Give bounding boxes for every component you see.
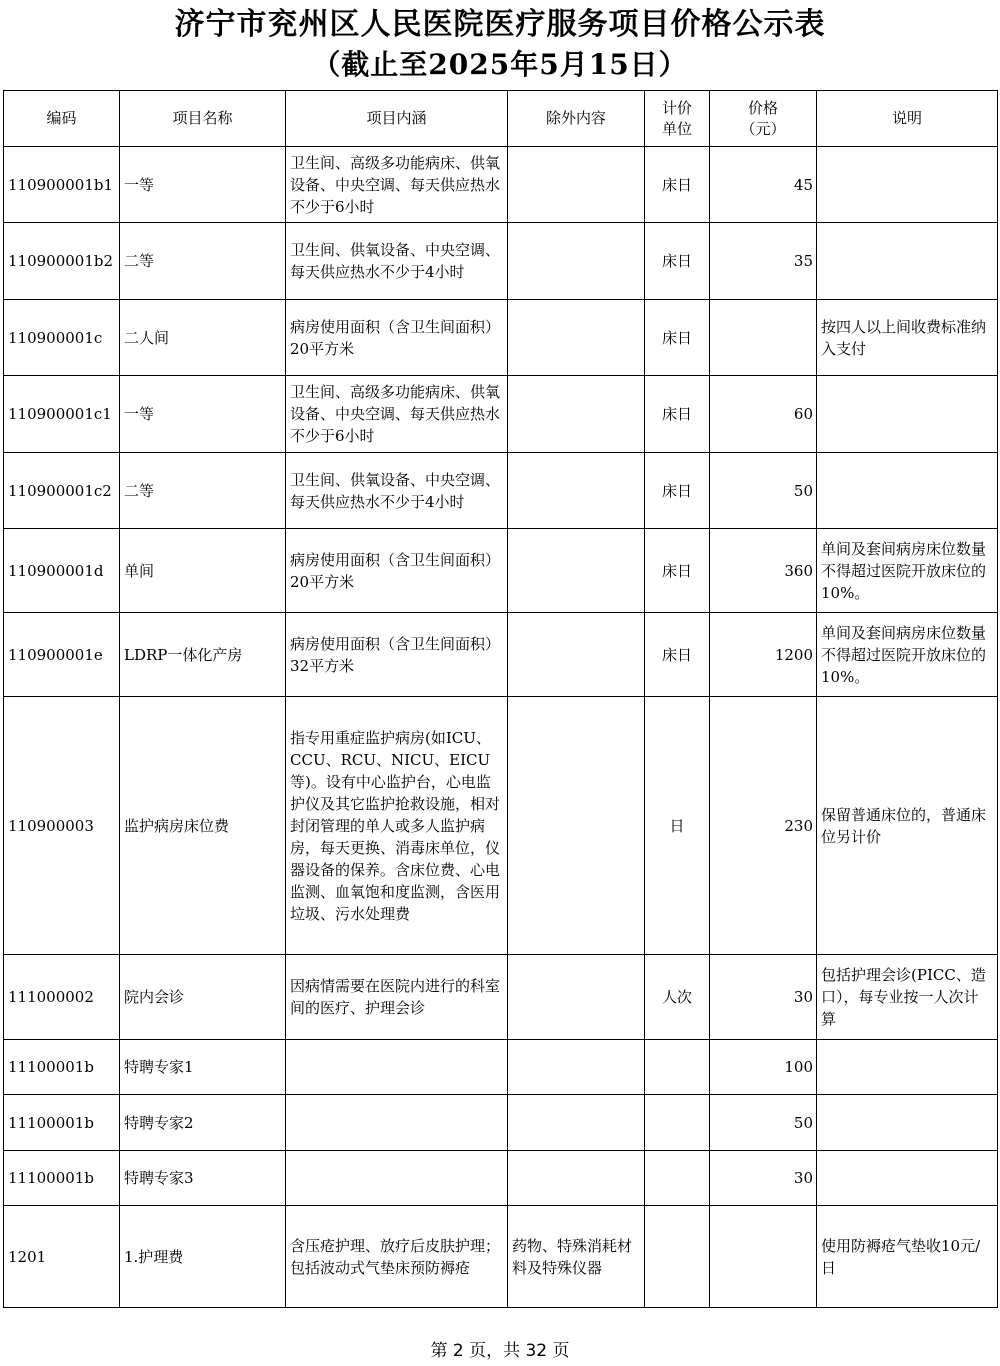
cell-unit: 床日 — [645, 300, 710, 376]
table-row — [4, 955, 998, 1040]
cell-name: LDRP一体化产房 — [120, 613, 286, 697]
cell-unit — [645, 1151, 710, 1206]
cell-note: 单间及套间病房床位数量不得超过医院开放床位的10%。 — [817, 529, 998, 613]
page-footer: 第 2 页，共 32 页 — [430, 1341, 570, 1361]
header-exclusions: 除外内容 — [508, 91, 645, 147]
table-row — [4, 453, 998, 529]
cell-code: 110900001c1 — [4, 376, 120, 453]
table-row — [4, 1206, 998, 1308]
cell-name: 1.护理费 — [120, 1206, 286, 1308]
cell-name: 院内会诊 — [120, 955, 286, 1040]
header-price: 价格 （元） — [710, 91, 817, 147]
cell-content: 卫生间、供氧设备、中央空调、每天供应热水不少于4小时 — [286, 453, 508, 529]
cell-note — [817, 1095, 998, 1151]
cell-exclusions — [508, 1040, 645, 1095]
cell-note — [817, 223, 998, 300]
cell-content: 卫生间、高级多功能病床、供氧设备、中央空调、每天供应热水不少于6小时 — [286, 376, 508, 453]
table-row — [4, 529, 998, 613]
cell-code: 110900001b1 — [4, 147, 120, 223]
table-row — [4, 697, 998, 955]
cell-price: 60 — [710, 376, 817, 453]
cell-note: 单间及套间病房床位数量不得超过医院开放床位的10%。 — [817, 613, 998, 697]
table-row — [4, 223, 998, 300]
cell-code: 110900001c2 — [4, 453, 120, 529]
cell-price: 360 — [710, 529, 817, 613]
cell-content: 指专用重症监护病房(如ICU、CCU、RCU、NICU、EICU等)。设有中心监护台，心电监护仪及其它监护抢救设施，相对封闭管理的单人或多人监护病房，每天更换、消毒床单位，仪器设备的保养。含床位费、心电监测、血氧饱和度监测，含医用垃圾、污水处理费 — [286, 697, 508, 955]
cell-name: 单间 — [120, 529, 286, 613]
cell-note — [817, 453, 998, 529]
cell-name: 监护病房床位费 — [120, 697, 286, 955]
price-table — [3, 90, 998, 1308]
cell-note: 保留普通床位的，普通床位另计价 — [817, 697, 998, 955]
cell-exclusions: 药物、特殊消耗材料及特殊仪器 — [508, 1206, 645, 1308]
cell-code: 11100001b — [4, 1095, 120, 1151]
cell-name: 一等 — [120, 376, 286, 453]
cell-content: 病房使用面积（含卫生间面积）32平方米 — [286, 613, 508, 697]
cell-name: 特聘专家2 — [120, 1095, 286, 1151]
cell-unit: 床日 — [645, 376, 710, 453]
cell-content — [286, 1095, 508, 1151]
header-note: 说明 — [817, 91, 998, 147]
header-name: 项目名称 — [120, 91, 286, 147]
cell-code: 111000002 — [4, 955, 120, 1040]
table-row — [4, 1095, 998, 1151]
cell-note: 使用防褥疮气垫收10元/日 — [817, 1206, 998, 1308]
table-header-row — [4, 91, 998, 147]
cell-code: 11100001b — [4, 1040, 120, 1095]
cell-name: 特聘专家1 — [120, 1040, 286, 1095]
cell-exclusions — [508, 147, 645, 223]
cell-exclusions — [508, 1151, 645, 1206]
cell-unit: 日 — [645, 697, 710, 955]
table-row — [4, 147, 998, 223]
cell-price: 50 — [710, 1095, 817, 1151]
cell-exclusions — [508, 300, 645, 376]
cell-price: 230 — [710, 697, 817, 955]
cell-price — [710, 300, 817, 376]
cell-price: 50 — [710, 453, 817, 529]
cell-name: 二等 — [120, 223, 286, 300]
page-subtitle: （截止至2025年5月15日） — [312, 48, 688, 81]
cell-unit: 床日 — [645, 453, 710, 529]
cell-unit: 人次 — [645, 955, 710, 1040]
cell-content — [286, 1040, 508, 1095]
table-body — [4, 147, 998, 1308]
cell-code: 110900001d — [4, 529, 120, 613]
cell-note: 按四人以上间收费标准纳入支付 — [817, 300, 998, 376]
cell-name: 二人间 — [120, 300, 286, 376]
cell-price — [710, 1206, 817, 1308]
cell-unit — [645, 1206, 710, 1308]
cell-code: 11100001b — [4, 1151, 120, 1206]
header-content: 项目内涵 — [286, 91, 508, 147]
table-row — [4, 613, 998, 697]
cell-unit: 床日 — [645, 147, 710, 223]
cell-note — [817, 1151, 998, 1206]
cell-content — [286, 1151, 508, 1206]
cell-exclusions — [508, 223, 645, 300]
cell-exclusions — [508, 1095, 645, 1151]
cell-code: 110900001e — [4, 613, 120, 697]
cell-note: 包括护理会诊(PICC、造口），每专业按一人次计算 — [817, 955, 998, 1040]
cell-unit: 床日 — [645, 529, 710, 613]
cell-content: 含压疮护理、放疗后皮肤护理；包括波动式气垫床预防褥疮 — [286, 1206, 508, 1308]
table-row — [4, 300, 998, 376]
cell-name: 一等 — [120, 147, 286, 223]
cell-content: 卫生间、供氧设备、中央空调、每天供应热水不少于4小时 — [286, 223, 508, 300]
cell-name: 二等 — [120, 453, 286, 529]
cell-exclusions — [508, 529, 645, 613]
cell-code: 110900001b2 — [4, 223, 120, 300]
cell-code: 110900001c — [4, 300, 120, 376]
cell-note — [817, 376, 998, 453]
header-unit: 计价 单位 — [645, 91, 710, 147]
cell-unit: 床日 — [645, 613, 710, 697]
cell-note — [817, 1040, 998, 1095]
cell-price: 30 — [710, 1151, 817, 1206]
table-row — [4, 1040, 998, 1095]
cell-unit — [645, 1095, 710, 1151]
cell-exclusions — [508, 955, 645, 1040]
cell-price: 45 — [710, 147, 817, 223]
cell-exclusions — [508, 613, 645, 697]
cell-content: 病房使用面积（含卫生间面积）20平方米 — [286, 529, 508, 613]
cell-price: 30 — [710, 955, 817, 1040]
cell-price: 100 — [710, 1040, 817, 1095]
table-row — [4, 376, 998, 453]
table-row — [4, 1151, 998, 1206]
cell-exclusions — [508, 453, 645, 529]
cell-price: 1200 — [710, 613, 817, 697]
cell-exclusions — [508, 697, 645, 955]
cell-content: 病房使用面积（含卫生间面积）20平方米 — [286, 300, 508, 376]
page-title: 济宁市兖州区人民医院医疗服务项目价格公示表 — [174, 7, 826, 42]
cell-unit — [645, 1040, 710, 1095]
cell-unit: 床日 — [645, 223, 710, 300]
cell-note — [817, 147, 998, 223]
cell-price: 35 — [710, 223, 817, 300]
cell-exclusions — [508, 376, 645, 453]
cell-name: 特聘专家3 — [120, 1151, 286, 1206]
cell-content: 卫生间、高级多功能病床、供氧设备、中央空调、每天供应热水不少于6小时 — [286, 147, 508, 223]
cell-code: 110900003 — [4, 697, 120, 955]
header-code: 编码 — [4, 91, 120, 147]
cell-code: 1201 — [4, 1206, 120, 1308]
cell-content: 因病情需要在医院内进行的科室间的医疗、护理会诊 — [286, 955, 508, 1040]
